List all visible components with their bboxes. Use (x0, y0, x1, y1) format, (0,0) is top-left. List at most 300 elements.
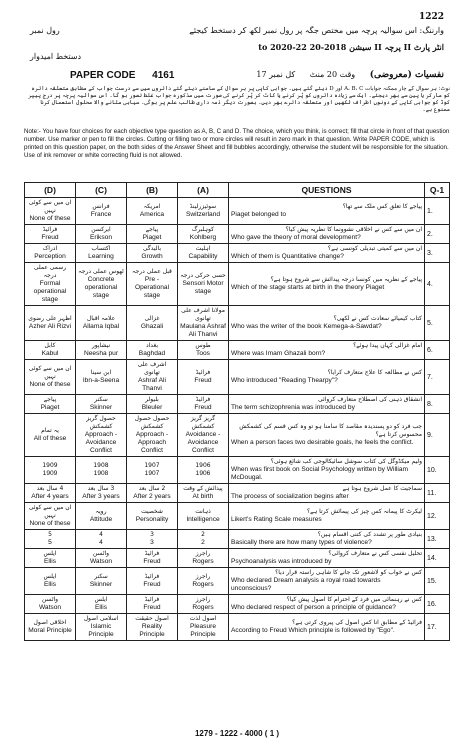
option-b-urdu: بغداد (145, 342, 159, 349)
option-a-urdu: راجرز (195, 573, 211, 580)
class-row (30, 42, 444, 61)
option-d (25, 198, 76, 225)
option-c-urdu: 1908 (93, 462, 109, 469)
table-row (25, 595, 450, 614)
subject: نفسیات (معروضی) (369, 70, 444, 80)
option-d-urdu: یہ تمام (41, 427, 59, 434)
option-d-urdu: ایلس (43, 573, 57, 580)
option-c-urdu: ابن سینا (90, 369, 112, 376)
option-d-urdu: ایلس (43, 550, 57, 557)
option-b (127, 549, 178, 568)
option-c-urdu: نیشاپور (91, 342, 111, 349)
option-a (178, 457, 229, 484)
question-text (229, 484, 425, 503)
option-d-urdu: ان میں سے کوئی نہیں (28, 504, 72, 519)
option-a (178, 360, 229, 395)
option-b-english: America (139, 211, 165, 218)
option-d-english: Formal operational stage (33, 280, 67, 303)
table-row (25, 395, 450, 414)
option-b-english: 1907 (144, 470, 160, 477)
option-a-urdu: اہلیت (195, 245, 211, 252)
subject-row (30, 70, 444, 80)
option-a (178, 568, 229, 595)
option-b (127, 395, 178, 414)
option-a-english: At birth (192, 493, 214, 500)
option-c-english: Approach - Avoidance Conflict (84, 431, 118, 454)
option-b-urdu: شخصیت (141, 508, 163, 515)
option-c (76, 306, 127, 341)
option-d-english: Perception (34, 253, 66, 260)
paper-code-value: 4161 (152, 70, 175, 81)
option-b (127, 341, 178, 360)
question-number (425, 225, 450, 244)
option-a (178, 306, 229, 341)
question-text (229, 595, 425, 614)
code-top: 1222 (418, 12, 444, 22)
col-questions: QUESTIONS (229, 183, 425, 198)
option-d-urdu: 1909 (42, 462, 58, 469)
option-c-urdu: سکنر (94, 396, 108, 403)
option-a-urdu: پیدائش کے وقت (183, 485, 223, 492)
option-d-urdu: واٹسن (41, 596, 59, 603)
question-number (425, 549, 450, 568)
option-c-english: Concrete operational stage (84, 276, 118, 299)
question-english: Basically there are how many types of violence? (231, 539, 372, 546)
questions-body (25, 198, 450, 641)
option-d-english: Piaget (40, 404, 60, 411)
header-warning-row (30, 26, 444, 35)
option-a-urdu: حسی حرکی درجہ (180, 272, 226, 279)
question-english: Which of the stage starts at birth in the theory Piaget (231, 284, 385, 291)
option-c (76, 503, 127, 530)
option-d (25, 225, 76, 244)
option-a-english: Rogers (192, 581, 214, 588)
table-header-row (25, 183, 450, 198)
signature-label: دستخط امیدوار (30, 52, 82, 61)
question-english: When a person faces two desirable goals, he feels the conflict. (231, 439, 414, 446)
option-a (178, 614, 229, 641)
question-urdu: ولیم میکڈوگل کی کتاب سوشل سائیکالوجی کب شائع ہوئی؟ (270, 458, 422, 465)
option-c (76, 225, 127, 244)
option-a-english: Maulana Ashraf Ali Thanvi (180, 323, 226, 338)
option-b-english: Personality (135, 516, 169, 523)
option-b-english: Reality Principle (139, 623, 165, 638)
option-a-english: Sensori Motor stage (182, 280, 224, 295)
table-row (25, 263, 450, 306)
option-d-english: Kabul (41, 350, 59, 357)
option-d-urdu: پیاجے (43, 396, 57, 403)
table-row (25, 225, 450, 244)
option-a-english: Kohlberg (189, 234, 217, 241)
option-c (76, 414, 127, 457)
option-d-urdu: ان میں سے کوئی نہیں (28, 199, 72, 214)
col-d: (D) (25, 183, 76, 198)
option-b-urdu: پیاجے (145, 226, 159, 233)
question-english: Who declared respect of person a principle of guidance? (231, 604, 396, 611)
question-number-text: 12. (427, 512, 437, 520)
question-number (425, 414, 450, 457)
option-c-english: Skinner (89, 404, 113, 411)
option-c-english: Skinner (89, 581, 113, 588)
option-a-urdu: راجرز (195, 596, 211, 603)
question-urdu: کس نے رہنمائی میں فرد کے احترام کا اصول پیش کیا؟ (286, 596, 422, 603)
option-b-urdu: امریکہ (143, 203, 161, 210)
option-a-urdu: فرائیڈ (195, 396, 211, 403)
option-a-english: Avoidance - Avoidance Conflict (185, 431, 221, 454)
option-d-urdu: اظہر علی رضوی (28, 315, 72, 322)
english-instructions: Note:- You have four choices for each objective type question as A, B, C and D. The choice, which you think, is correct; fill that circle in front of that question number. Use marker or pen to fill the circles. Cutting or filling two or more circles will result in zero mark in that question. Write PAPER CODE, which is printed on this question paper, on the both sides of the Answer Sheet and fill bubbles accordingly, otherwise the student will be responsible for the situation. Use of ink remover or white correcting fluid is not allowed. (24, 128, 450, 159)
option-b-urdu: فرائیڈ (144, 596, 160, 603)
option-c (76, 549, 127, 568)
question-english: Likert's Rating Scale measures (231, 516, 322, 523)
table-row (25, 530, 450, 549)
option-a-urdu: طوس (195, 342, 211, 349)
question-english: When was first book on Social Psychology written by William McDougal. (231, 466, 408, 481)
footer-code: 1279 - 1222 - 4000 ( 1 ) (194, 729, 280, 738)
question-number (425, 360, 450, 395)
option-b-urdu: قبل عملی درجہ (132, 268, 172, 275)
option-a-urdu: فرائیڈ (195, 369, 211, 376)
question-number-text: 16. (427, 600, 437, 608)
option-a-urdu: اصول لذت (189, 615, 217, 622)
option-d (25, 484, 76, 503)
question-number-text: 3. (427, 249, 433, 257)
question-english: Who was the writer of the book Kemega-a-Sawdat? (231, 323, 382, 330)
option-c-english: Attitude (89, 516, 113, 523)
table-row (25, 457, 450, 484)
question-english: Where was Imam Ghazali born? (231, 350, 326, 357)
option-b-urdu: حصول حصول کشمکش (134, 415, 170, 430)
option-c (76, 244, 127, 263)
option-d-urdu: رسمی عملی درجہ (33, 264, 67, 279)
option-a (178, 530, 229, 549)
time: وقت 20 منٹ (309, 70, 356, 79)
option-d-english: Azher Ali Rizvi (28, 323, 72, 330)
option-b-english: Bleuler (141, 404, 163, 411)
option-a (178, 341, 229, 360)
col-c: (C) (76, 183, 127, 198)
option-a (178, 244, 229, 263)
option-a-english: Capability (188, 253, 218, 260)
option-d-urdu: 5 (48, 531, 52, 538)
option-d (25, 503, 76, 530)
question-number (425, 614, 450, 641)
option-c-english: After 3 years (82, 493, 120, 500)
option-b-urdu: 3 (150, 531, 154, 538)
option-b (127, 360, 178, 395)
question-urdu: ان میں سے کس نے اخلاقی نشوونما کا نظریہ پیش کیا؟ (285, 226, 422, 233)
option-b-urdu: فرائیڈ (144, 573, 160, 580)
option-a-english: Freud (194, 377, 212, 384)
question-urdu: سماجیت کا عمل شروع ہوتا ہے (342, 485, 422, 492)
option-d-english: Watson (38, 604, 62, 611)
option-c-urdu: حصول گریز کشمکش (86, 415, 116, 430)
option-d-english: After 4 years (31, 493, 69, 500)
option-a-urdu: گریز گریز کشمکش (190, 415, 216, 430)
option-a-english: Switzerland (185, 211, 221, 218)
option-b-english: Growth (141, 253, 163, 260)
question-number (425, 244, 450, 263)
option-c-urdu: ایرکسن (91, 226, 111, 233)
option-a-english: Rogers (192, 604, 214, 611)
question-number (425, 568, 450, 595)
question-number-text: 15. (427, 577, 437, 585)
option-b-english: Freud (143, 581, 161, 588)
option-b-english: Ashraf Ali Thanvi (138, 377, 166, 392)
option-c-urdu: فرانس (92, 203, 110, 210)
option-c-urdu: سکنر (94, 573, 108, 580)
option-c-english: Ellis (94, 604, 108, 611)
question-english: According to Freud Which principle is followed by "Ego". (231, 627, 395, 634)
question-urdu: فرائیڈ کے مطابق انا کس اصول کی پیروی کرتی ہے؟ (292, 619, 422, 626)
option-a-english: Rogers (192, 558, 214, 565)
option-c-english: France (90, 211, 112, 218)
question-text (229, 244, 425, 263)
option-c (76, 568, 127, 595)
question-english: The term schizophrenia was introduced by (231, 404, 355, 411)
question-number-text: 17. (427, 623, 437, 631)
paper-code-label: PAPER CODE (70, 70, 136, 81)
option-b (127, 595, 178, 614)
option-b (127, 263, 178, 306)
option-c-urdu: رویہ (95, 508, 107, 515)
option-d (25, 595, 76, 614)
option-b-urdu: بلیولر (145, 396, 159, 403)
question-urdu: کس نے خواب کو لاشعور تک جانے کا شاہی راستہ قرار دیا؟ (275, 569, 422, 576)
option-a-urdu: راجرز (195, 550, 211, 557)
option-a-urdu: مولانا اشرف علی تھانوی (181, 307, 225, 322)
option-c-english: Watson (89, 558, 113, 565)
option-b-urdu: فرائیڈ (144, 550, 160, 557)
question-number (425, 457, 450, 484)
question-number (425, 341, 450, 360)
option-b (127, 484, 178, 503)
option-b-urdu: 1907 (144, 462, 160, 469)
option-b-english: Freud (143, 558, 161, 565)
table-row (25, 414, 450, 457)
question-text (229, 263, 425, 306)
table-row (25, 360, 450, 395)
option-c-urdu: واٹسن (92, 550, 110, 557)
option-a (178, 595, 229, 614)
option-b-urdu: اصول حقیقت (135, 615, 169, 622)
option-a (178, 549, 229, 568)
option-d-english: Ellis (43, 581, 57, 588)
question-number-text: 13. (427, 535, 437, 543)
question-number-text: 2. (427, 230, 433, 238)
option-d-english: None of these (29, 215, 71, 222)
question-english: Which of them is Quantitative change? (231, 253, 344, 260)
question-urdu: ان میں سے کمیتی تبدیلی کونسی ہے؟ (327, 245, 422, 252)
option-d-english: Ellis (43, 558, 57, 565)
option-c (76, 595, 127, 614)
option-c-english: 4 (99, 539, 103, 546)
table-row (25, 503, 450, 530)
option-a-urdu: کوہلبرگ (192, 226, 214, 233)
question-text (229, 395, 425, 414)
option-b-english: After 2 years (133, 493, 171, 500)
question-english: The process of socialization begins after (231, 493, 349, 500)
option-a (178, 225, 229, 244)
option-d (25, 360, 76, 395)
option-b-urdu: بالیدگی (142, 245, 162, 252)
table-row (25, 244, 450, 263)
question-number (425, 306, 450, 341)
question-number-text: 6. (427, 346, 433, 354)
question-text (229, 341, 425, 360)
option-a-english: 2 (201, 539, 205, 546)
question-number-text: 7. (427, 373, 433, 381)
option-b (127, 306, 178, 341)
option-c-english: Ibn-a-Seena (82, 377, 120, 384)
question-urdu: امام غزالی کہاں پیدا ہوئے؟ (353, 342, 422, 349)
option-d (25, 341, 76, 360)
option-d (25, 263, 76, 306)
option-d-english: 5 (48, 539, 52, 546)
question-number-text: 4. (427, 280, 433, 288)
question-number-text: 1. (427, 207, 433, 215)
option-d-english: Freud (41, 234, 59, 241)
question-text (229, 360, 425, 395)
option-d (25, 244, 76, 263)
question-number (425, 484, 450, 503)
option-b-urdu: 2 سال بعد (138, 485, 166, 492)
table-row (25, 484, 450, 503)
warning-text: وارننگ: اس سوالیہ پرچہ میں مختص جگہ پر رول نمبر لکھ کر دستخط کیجئے (189, 26, 444, 35)
question-urdu: کس نے مطالعہ کا علاج متعارف کرایا؟ (327, 369, 422, 376)
option-c-urdu: 3 سال بعد (87, 485, 115, 492)
question-urdu: پیاجے کا تعلق کس ملک سے تھا؟ (342, 203, 422, 210)
option-d (25, 414, 76, 457)
option-c-english: Erikson (90, 234, 112, 241)
option-b (127, 198, 178, 225)
option-d (25, 568, 76, 595)
question-english: Who introduced "Reading Thearpy"? (231, 377, 338, 384)
question-number-text: 5. (427, 319, 433, 327)
question-urdu: بنیادی طور پر تشدد کی کتنی اقسام ہیں؟ (317, 531, 422, 538)
option-a-urdu: 1906 (195, 462, 211, 469)
option-b-english: 3 (150, 539, 154, 546)
option-b-english: Baghdad (138, 350, 166, 357)
option-a (178, 414, 229, 457)
question-urdu: لیکرٹ کا پیمانہ کس چیز کی پیمائش کرتا ہے؟ (307, 508, 422, 515)
option-b (127, 457, 178, 484)
question-urdu: پیاجے کے نظریہ میں کونسا درجہ پیدائش سے شروع ہوتا ہے؟ (270, 276, 422, 283)
option-b-english: Freud (143, 604, 161, 611)
option-a (178, 263, 229, 306)
urdu-instructions: نوٹ: ہر سوال کے چار ممکنہ جوابات A، B، C اور D دیئے گئے ہیں۔ جوابی کاپی پر ہر سوال کے سامنے دیئے گئے دائروں میں سے درست جواب کے مطابق متعلقہ دائرہ کو مارکر یا پین سے بھر دیجئے۔ ایک سے زیادہ دائروں کو پُر کرنے یا کاٹ کر پُر کرنے کی صورت میں مذکورہ جواب غلط تصور ہو گا۔ اس سوالیہ پرچہ پر درج پیپر کوڈ کو جوابی کاپی کے دونوں اطراف لکھیں اور متعلقہ دائرے بھر دیں۔ بصورت دیگر ذمہ داری طالب علم پر ہوگی۔ سیاہی مٹانے والا محلول استعمال کرنا ممنوع ہے۔ (28, 86, 450, 113)
option-b (127, 568, 178, 595)
question-number-text: 11. (427, 489, 437, 497)
option-c (76, 198, 127, 225)
question-text (229, 568, 425, 595)
option-c (76, 360, 127, 395)
option-a-english: Freud (194, 404, 212, 411)
question-number (425, 530, 450, 549)
option-a-english: Pleasure Principle (189, 623, 217, 638)
question-text (229, 414, 425, 457)
question-english: Piaget belonged to (231, 211, 286, 218)
option-b (127, 503, 178, 530)
option-d-urdu: کابل (44, 342, 56, 349)
option-a-english: Toos (196, 350, 210, 357)
option-d-urdu: اخلاقی اصول (33, 619, 67, 626)
table-row (25, 568, 450, 595)
option-b-english: Piaget (142, 234, 162, 241)
option-b-english: Pre - Operational stage (134, 276, 170, 299)
questions-table (24, 182, 450, 641)
option-a-urdu: 2 (201, 531, 205, 538)
question-text (229, 198, 425, 225)
option-c-english: 1908 (93, 470, 109, 477)
option-c-urdu: اسلامی اصول (83, 615, 119, 622)
question-urdu: تحلیل نفسی کس نے متعارف کروائی؟ (328, 550, 422, 557)
question-number (425, 503, 450, 530)
option-c (76, 395, 127, 414)
option-b-english: Approach - Approach Conflict (135, 431, 169, 454)
option-c-urdu: علامہ اقبال (86, 315, 116, 322)
question-text (229, 503, 425, 530)
question-text (229, 614, 425, 641)
table-row (25, 198, 450, 225)
question-text (229, 225, 425, 244)
option-a (178, 198, 229, 225)
question-text (229, 549, 425, 568)
option-d-english: All of these (33, 435, 67, 442)
option-d-urdu: 4 سال بعد (36, 485, 64, 492)
option-c-urdu: اکتساب (91, 245, 111, 252)
question-number (425, 595, 450, 614)
question-text (229, 457, 425, 484)
option-c (76, 341, 127, 360)
option-c (76, 263, 127, 306)
option-c (76, 484, 127, 503)
option-b-urdu: اشرف علی تھانوی (137, 361, 167, 376)
question-text (229, 306, 425, 341)
question-english: Who declared Dream analysis a royal road towards unconscious? (231, 577, 381, 592)
option-c (76, 614, 127, 641)
option-d-english: Moral Principle (28, 627, 72, 634)
table-row (25, 549, 450, 568)
option-b (127, 244, 178, 263)
question-urdu: انشقاق ذہنی کی اصطلاح متعارف کروائی (317, 396, 422, 403)
option-d-english: 1909 (42, 470, 58, 477)
question-english: Psychoanalysis was introduced by (231, 558, 332, 565)
option-b (127, 225, 178, 244)
question-number-text: 8. (427, 400, 433, 408)
question-number (425, 395, 450, 414)
table-row (25, 341, 450, 360)
class-session: انٹر پارٹ II پرچہ II سیشن 2018-20 to 2020-22 (258, 42, 444, 52)
option-c-urdu: ایلس (94, 596, 108, 603)
option-a-english: Intelligence (186, 516, 220, 523)
option-b-english: Ghazali (140, 323, 164, 330)
option-b-urdu: غزالی (144, 315, 160, 322)
option-a (178, 503, 229, 530)
question-number-text: 9. (427, 431, 433, 439)
option-d (25, 530, 76, 549)
question-urdu: جب فرد کو دو پسندیدہ مقاصد کا سامنا ہو تو وہ کس قسم کی کشمکش محسوس کرتا ہے؟ (239, 423, 422, 438)
question-number (425, 263, 450, 306)
table-row (25, 306, 450, 341)
question-urdu: کتاب کیمیائے سعادت کس نے لکھی؟ (333, 315, 422, 322)
option-c-english: Learning (88, 253, 114, 260)
option-d (25, 306, 76, 341)
option-c-english: Allama Iqbal (82, 323, 120, 330)
option-d (25, 549, 76, 568)
option-d-urdu: فرائیڈ (42, 226, 58, 233)
col-q1: Q-1 (425, 183, 450, 198)
